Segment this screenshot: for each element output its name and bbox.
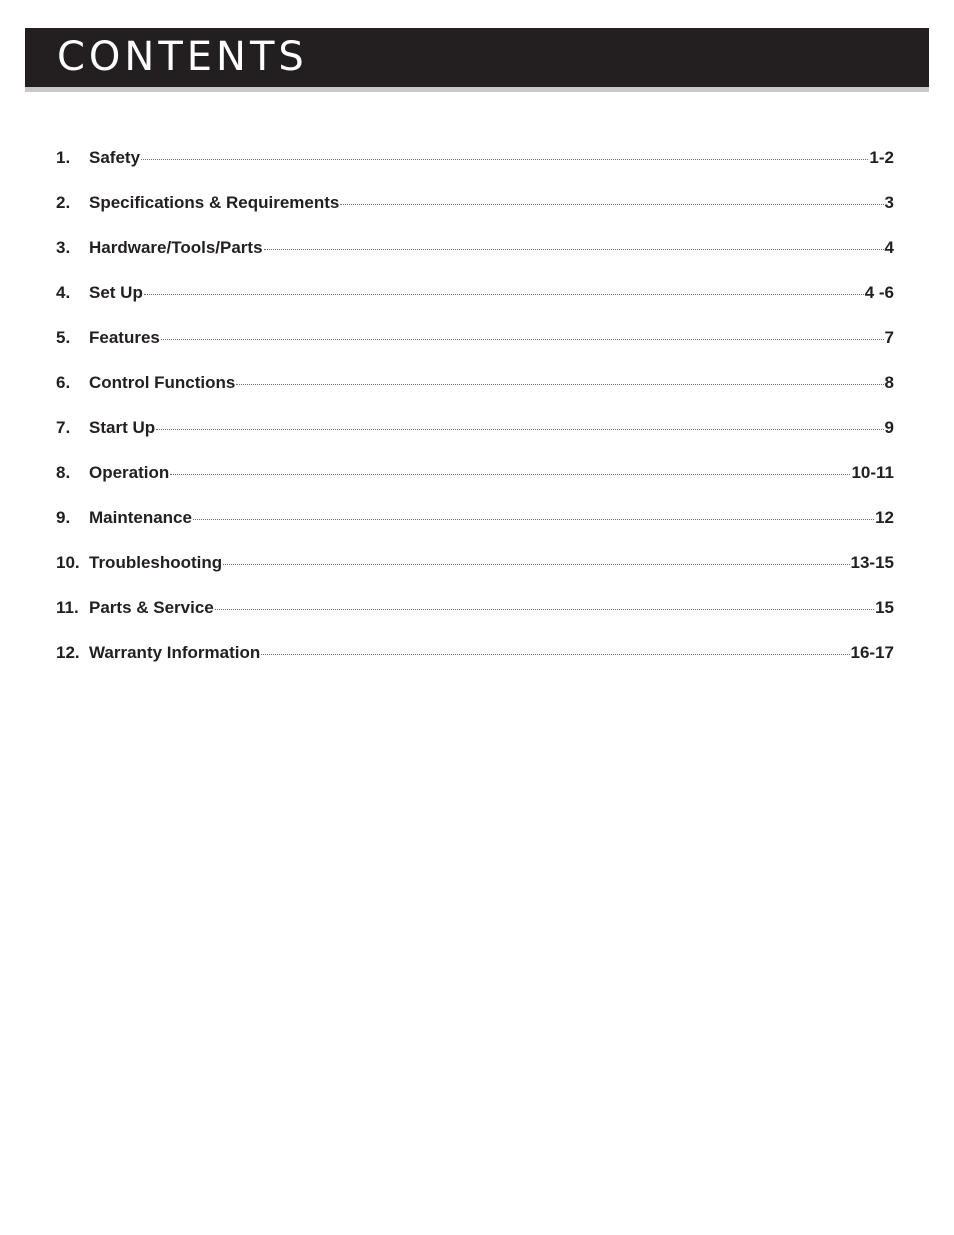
toc-number: 3. bbox=[56, 238, 71, 257]
toc-title: Control Functions bbox=[89, 373, 236, 392]
toc-title: Start Up bbox=[89, 418, 156, 437]
toc-entry-safety[interactable] bbox=[56, 148, 894, 193]
toc-page-number: 4 -6 bbox=[864, 283, 894, 302]
toc-entry-warranty[interactable] bbox=[56, 643, 894, 688]
toc-page-number: 1-2 bbox=[869, 148, 894, 167]
toc-page-number: 7 bbox=[884, 328, 894, 347]
dot-leader bbox=[223, 564, 849, 565]
dot-leader bbox=[264, 249, 884, 250]
toc-entry-start-up[interactable] bbox=[56, 418, 894, 463]
toc-title: Parts & Service bbox=[89, 598, 214, 617]
toc-number: 5. bbox=[56, 328, 71, 347]
toc-number: 2. bbox=[56, 193, 71, 212]
toc-page-number: 3 bbox=[884, 193, 894, 212]
toc-page-number: 13-15 bbox=[850, 553, 894, 572]
toc-title: Warranty Information bbox=[89, 643, 261, 662]
toc-title: Safety bbox=[89, 148, 141, 167]
toc-number: 10. bbox=[56, 553, 80, 572]
toc-page-number: 4 bbox=[884, 238, 894, 257]
toc-page-number: 9 bbox=[884, 418, 894, 437]
toc-number: 7. bbox=[56, 418, 71, 437]
toc-entry-control-functions[interactable] bbox=[56, 373, 894, 418]
dot-leader bbox=[156, 429, 883, 430]
dot-leader bbox=[261, 654, 849, 655]
toc-page-number: 12 bbox=[875, 508, 894, 527]
dot-leader bbox=[215, 609, 874, 610]
contents-header bbox=[25, 28, 929, 87]
toc-page-number: 8 bbox=[884, 373, 894, 392]
toc-entry-specifications[interactable] bbox=[56, 193, 894, 238]
toc-entry-hardware[interactable] bbox=[56, 238, 894, 283]
toc-entry-features[interactable] bbox=[56, 328, 894, 373]
toc-title: Hardware/Tools/Parts bbox=[89, 238, 263, 257]
dot-leader bbox=[161, 339, 884, 340]
dot-leader bbox=[236, 384, 883, 385]
toc-number: 8. bbox=[56, 463, 71, 482]
toc-number: 1. bbox=[56, 148, 71, 167]
toc-page-number: 15 bbox=[875, 598, 894, 617]
toc-entry-troubleshooting[interactable] bbox=[56, 553, 894, 598]
toc-title: Features bbox=[89, 328, 160, 347]
toc-entry-set-up[interactable] bbox=[56, 283, 894, 328]
header-underline bbox=[25, 87, 929, 92]
toc-number: 12. bbox=[56, 643, 80, 662]
table-of-contents bbox=[56, 148, 894, 688]
toc-title: Maintenance bbox=[89, 508, 192, 527]
toc-page-number: 10-11 bbox=[851, 463, 894, 482]
toc-number: 11. bbox=[56, 598, 79, 617]
toc-title: Specifications & Requirements bbox=[89, 193, 340, 212]
toc-title: Operation bbox=[89, 463, 170, 482]
dot-leader bbox=[141, 159, 868, 160]
page-title: CONTENTS bbox=[57, 34, 308, 80]
dot-leader bbox=[144, 294, 864, 295]
toc-number: 4. bbox=[56, 283, 71, 302]
toc-number: 9. bbox=[56, 508, 71, 527]
toc-number: 6. bbox=[56, 373, 71, 392]
toc-entry-maintenance[interactable] bbox=[56, 508, 894, 553]
toc-entry-operation[interactable] bbox=[56, 463, 894, 508]
toc-title: Set Up bbox=[89, 283, 143, 302]
toc-title: Troubleshooting bbox=[89, 553, 223, 572]
toc-page-number: 16-17 bbox=[850, 643, 894, 662]
dot-leader bbox=[340, 204, 883, 205]
dot-leader bbox=[170, 474, 850, 475]
dot-leader bbox=[193, 519, 874, 520]
toc-entry-parts-service[interactable] bbox=[56, 598, 894, 643]
